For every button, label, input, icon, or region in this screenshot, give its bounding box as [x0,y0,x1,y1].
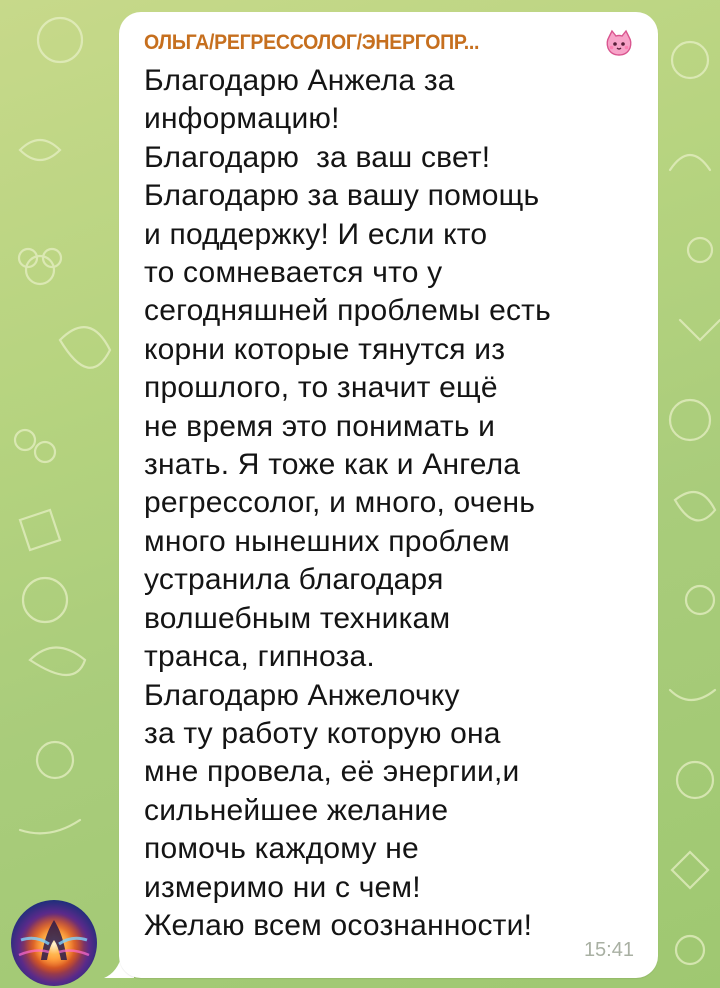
message-line: Желаю всем осознанности! [144,908,533,942]
message-line: измеримо ни с чем! [144,870,421,904]
sender-row [144,28,634,58]
message-line: устранила благодаря [144,563,444,597]
message-line: то сомневается что у [144,256,443,290]
message-line: прошлого, то значит ещё [144,371,498,405]
message-line: за ту работу которую она [144,716,501,750]
message-line: сильнейшее желание [144,793,449,827]
message-time: 15:41 [583,939,634,961]
message-line: информацию! [144,102,340,136]
message-line: знать. Я тоже как и Ангела [144,448,521,482]
message-line: помочь каждому не [144,832,419,866]
message-line: корни которые тянутся из [144,332,506,366]
pink-cat-face-icon [604,28,634,58]
message-text [144,62,634,945]
message-line: и поддержку! И если кто [144,217,488,251]
message-line: транса, гипноза. [144,640,375,674]
sender-name[interactable]: ОЛЬГА/РЕГРЕССОЛОГ/ЭНЕРГОПР... [144,31,480,54]
message-line: мне провела, её энергии,и [144,755,520,789]
message-line: Благодарю Анжела за [144,64,455,97]
sender-avatar[interactable] [11,900,97,986]
message-line: регрессолог, и много, очень [144,486,536,520]
message-line: Благодарю за ваш свет! [144,140,491,174]
message-line: не время это понимать и [144,409,496,443]
message-line: сегодняшней проблемы есть [144,294,551,328]
message-line: Благодарю Анжелочку [144,678,460,712]
message-line: волшебным техникам [144,601,451,635]
message-line: много нынешних проблем [144,524,510,558]
message-line: Благодарю за вашу помощь [144,179,540,213]
message-bubble[interactable] [119,12,658,978]
glowing-figure-avatar-icon [11,900,97,986]
